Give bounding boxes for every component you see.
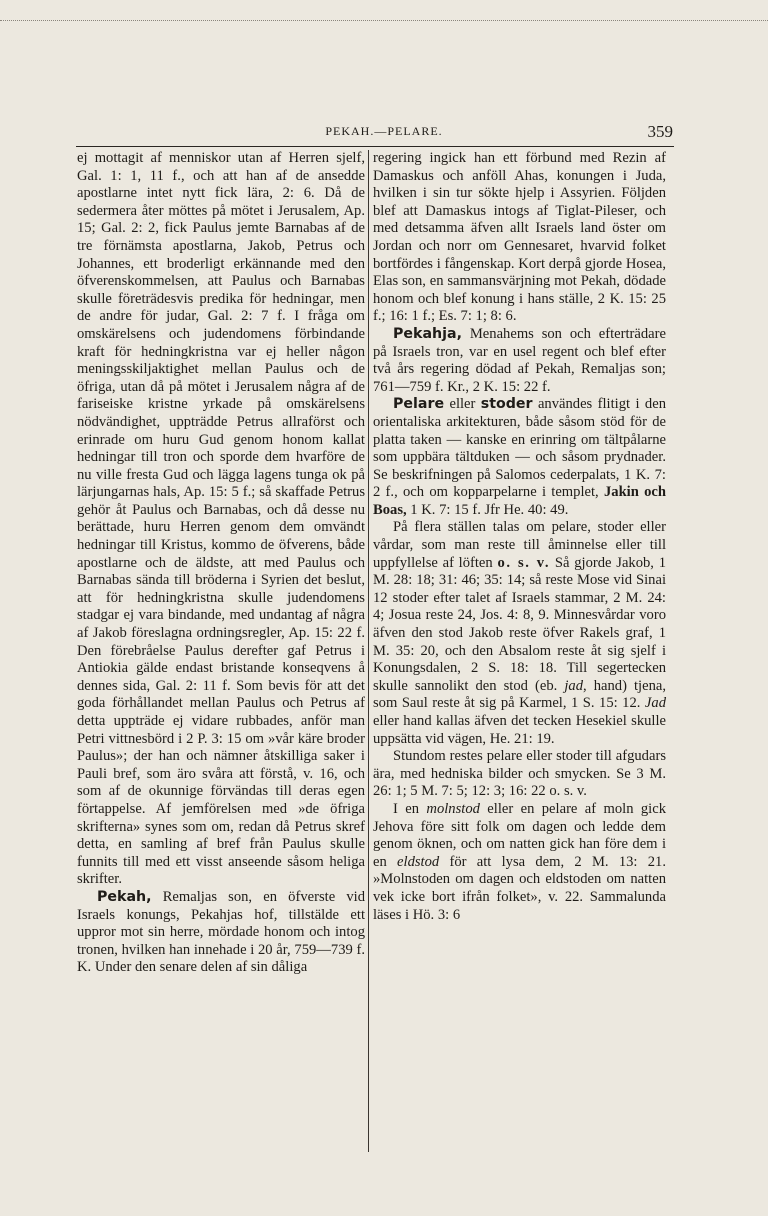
left-column	[77, 150, 365, 977]
page-number: 359	[647, 122, 673, 141]
text-molnstod-c: för att lysa dem, 2 M. 13: 21. »Molnstoden om dagen och eldstoden om natten vek icke bort ifrån folket», v. 22. Sammalunda läses i Hö. 3: 6	[373, 853, 666, 923]
term-jad-capital: Jad	[644, 695, 666, 712]
entry-text-pelare-b: 1 K. 7: 15 f. Jfr He. 40: 49.	[406, 501, 569, 518]
entry-pelare	[373, 396, 666, 519]
entry-text-pelare-a: användes flitigt i den orientaliska arkitekturen, både såsom stöd för de platta taken — kanske en erinring om tältpålarne som uppbära tältduken — och såsom prydnader. Se beskrifningen på Salomos cederpalats, 1 K. 7: 2 f., och om kopparpelarne i templet,	[373, 396, 666, 501]
header-rule	[76, 146, 674, 147]
text-flera-d: eller hand kallas äfven det tecken Hesekiel skulle uppsätta vid vägen, He. 21: 19.	[373, 713, 666, 747]
entry-text-pekahja: Menahems son och efterträdare på Israels tron, var en usel regent och blef efter två års regering dödad af Pekah, Remaljas son; 761—759 f. Kr., 2 K. 15: 22 f.	[373, 325, 666, 395]
entry-pekahja	[373, 326, 666, 396]
text-flera-c: , hand) tjena, som Saul reste åt sig på Karmel, 1 S. 15: 12.	[373, 677, 666, 712]
entry-pekah	[77, 889, 365, 977]
paragraph-molnstod	[373, 801, 666, 924]
page-header	[0, 124, 768, 144]
paragraph-minnesvardar	[373, 519, 666, 748]
entry-head-stoder: stoder	[480, 396, 533, 413]
top-edge-rule	[0, 20, 768, 21]
abbr-osv: o. s. v.	[497, 554, 551, 571]
text-flera-b: Så gjorde Jakob, 1 M. 28: 18; 31: 46; 35: 14; så reste Mose vid Sinai 12 stoder efter talet af Israels stammar, 2 M. 24: 4; Josua reste 24, Jos. 4: 8, 9. Minnesvårdar voro äfven den stod Jakob reste öfver Rakels graf, 1 M. 35: 20, och den Absalom reste åt sig sjelf i Konungsdalen, 2 S. 18: 18. Till segertecken skulle sannolikt den stod (eb.	[373, 554, 666, 694]
entry-head-pekahja: Pekahja,	[393, 325, 462, 342]
term-molnstod: molnstod	[426, 800, 480, 817]
paragraph-paulus-petrus: ej mottagit af menniskor utan af Herren sjelf, Gal. 1: 1, 11 f., och att han af de ansedde apostlarne intet nytt fick lära, 2: 6. Då de sedermera åter möttes på mötet i Jerusalem, Ap. 15; Gal. 2: 2, fick Paulus jemte Barnabas af de tre förnämsta apostlarna, Jakob, Petrus och Johannes, ett broderligt erkännande med den öfverenskommelsen, att Paulus och Barnabas skulle företrädesvis predika för hedningar, men de andre för judar, Gal. 2: 7 f. I fråga om omskärelsens och judendomens förbindande kraft för hedningkristna var ej heller någon meningsskiljaktighet mellan Paulus och de öfriga, utan då på mötet i Jerusalem några af de fariseiske kristne yrkade på omskärelsens nödvändighet, uppträdde Petrus allraförst och erinrade om huru Gud genom honom kallat hedningar till tron och sporde dem hvarföre de nu ville fresta Gud och lägga lagens tunga ok på lärjungarnas hals, Ap. 15: 5 f.; så skaffade Petrus gehör åt Paulus och Barnabas, och då desse nu berättade, huru Herren genom dem omvändt hedningar till Kristus, kommo de öfverens, både apostlarne och de äldste, att med Paulus och Barnabas sända till bröderna i Syrien det beslut, att för hedningkristna skulle judendomens stadgar ej vara bindande, med undantag af några af Jakob föreslagna ordningsregler, Ap. 15: 22 f. Den förebråelse Paulus derefter gaf Petrus i Antiokia gälde endast bristande konseqvens å dennes sida, Gal. 2: 11 f. Som bevis för att det goda förhållandet mellan Paulus och Petrus af detta uppträde ej vidare rubbades, anför man Petri vittnesbörd i 2 P. 3: 15 om »vår käre broder Paulus»; der han och nämner åtskilliga saker i Pauli bref, som äro svåra att förstå, v. 16, och som af de okunnige förvändas till deras egen förtappelse. Af jemförelsen med »de öfriga skrifterna» synes som om, redan då Petrus skref detta, en samling af bref från Paulus skulle funnits till med ett visst anseende såsom heliga skrifter.	[77, 150, 365, 888]
text-molnstod-b: eller en pelare af moln gick Jehova före sitt folk om dagen och ledde dem genom öknen, och om natten gick han före dem i en	[373, 800, 666, 870]
running-head: PEKAH.—PELARE.	[325, 124, 443, 138]
column-divider	[368, 150, 369, 1152]
right-column	[373, 150, 666, 924]
paragraph-stundom: Stundom restes pelare eller stoder till afgudars ära, med hedniska bilder och smycken. Se 3 M. 26: 1; 5 M. 7: 5; 12: 3; 16: 22 o. s. v.	[373, 748, 666, 800]
term-eldstod: eldstod	[397, 853, 440, 870]
entry-head-pelare: Pelare	[393, 396, 445, 413]
text-flera-a: På flera ställen talas om pelare, stoder eller vårdar, som man reste till åminnelse eller till uppfyllelse af löften	[373, 519, 666, 571]
term-jad: jad	[564, 677, 583, 694]
paragraph-pekah-continued: regering ingick han ett förbund med Rezin af Damaskus och anföll Ahas, konungen i Juda, hvilken i sin tur sökte hjelp i Assyrien. Följden blef att Damaskus intogs af Tiglat-Pileser, och med detsamma äfven allt Israels land öster om Jordan och norr om Gennesaret, hvarvid folket bortfördes i fångenskap. Kort derpå gjorde Hosea, Elas son, en sammansvärjning mot Pekah, dödade honom och blef konung i hans ställe, 2 K. 15: 25 f.; 16: 1 f.; Es. 7: 1; 8: 6.	[373, 150, 666, 325]
term-jakin-boas: Jakin och Boas,	[373, 484, 667, 518]
entry-text-pelare-mid: eller	[444, 396, 481, 413]
text-molnstod-a: I en	[393, 800, 427, 817]
entry-text-pekah: Remaljas son, en öfverste vid Israels konungs, Pekahjas hof, tillstälde ett uppror mot sin herre, mördade honom och intog tronen, hvilken han innehade i 20 år, 759—739 f. K. Under den senare delen af sin dåliga	[77, 888, 365, 976]
entry-head-pekah: Pekah,	[97, 888, 152, 905]
